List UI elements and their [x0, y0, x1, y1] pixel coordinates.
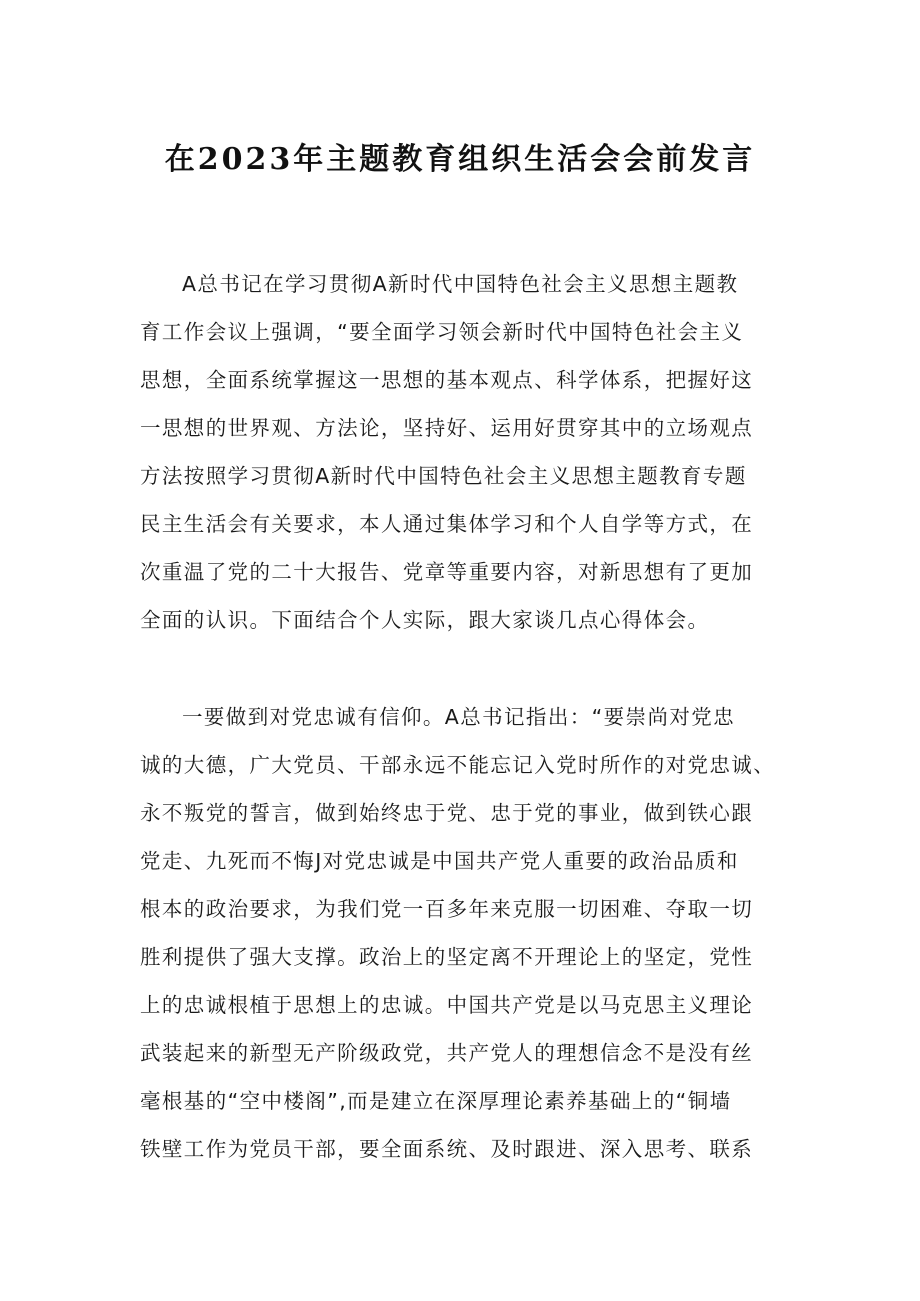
document-title: 在2023年主题教育组织生活会会前发言	[164, 142, 756, 177]
paragraph-line: 胜利提供了强大支撑。政治上的坚定离不开理论上的坚定，党性	[140, 945, 754, 969]
paragraph-intro	[140, 260, 820, 644]
paragraph-line: 铁壁工作为党员干部，要全面系统、及时跟进、深入思考、联系	[140, 1137, 754, 1161]
paragraph-line: 思想，全面系统掌握这一思想的基本观点、科学体系，把握好这	[140, 368, 754, 392]
paragraph-line: 一要做到对党忠诚有信仰。A总书记指出：“要崇尚对党忠	[182, 705, 736, 729]
paragraph-line: 方法按照学习贯彻A新时代中国特色社会主义思想主题教育专题	[140, 464, 747, 488]
paragraph-line: 一思想的世界观、方法论，坚持好、运用好贯穿其中的立场观点	[140, 416, 754, 440]
paragraph-line: 民主生活会有关要求，本人通过集体学习和个人自学等方式，在	[140, 512, 754, 536]
paragraph-loyalty	[140, 693, 820, 1173]
paragraph-line: 武装起来的新型无产阶级政党，共产党人的理想信念不是没有丝	[140, 1041, 754, 1065]
paragraph-line: 全面的认识。下面结合个人实际，跟大家谈几点心得体会。	[140, 608, 710, 632]
paragraph-line: 诚的大德，广大党员、干部永远不能忘记入党时所作的对党忠诚、	[140, 753, 776, 777]
paragraph-line: A总书记在学习贯彻A新时代中国特色社会主义思想主题教	[182, 272, 739, 296]
paragraph-line: 党走、九死而不悔J对党忠诚是中国共产党人重要的政治品质和	[140, 849, 739, 873]
paragraph-line: 毫根基的“空中楼阁”,而是建立在深厚理论素养基础上的“铜墙	[140, 1089, 732, 1113]
paragraph-line: 次重温了党的二十大报告、党章等重要内容，对新思想有了更加	[140, 560, 754, 584]
paragraph-line: 永不叛党的誓言，做到始终忠于党、忠于党的事业，做到铁心跟	[140, 801, 754, 825]
paragraph-line: 上的忠诚根植于思想上的忠诚。中国共产党是以马克思主义理论	[140, 993, 754, 1017]
paragraph-line: 根本的政治要求，为我们党一百多年来克服一切困难、夺取一切	[140, 897, 754, 921]
paragraph-line: 育工作会议上强调，“要全面学习领会新时代中国特色社会主义	[140, 320, 744, 344]
